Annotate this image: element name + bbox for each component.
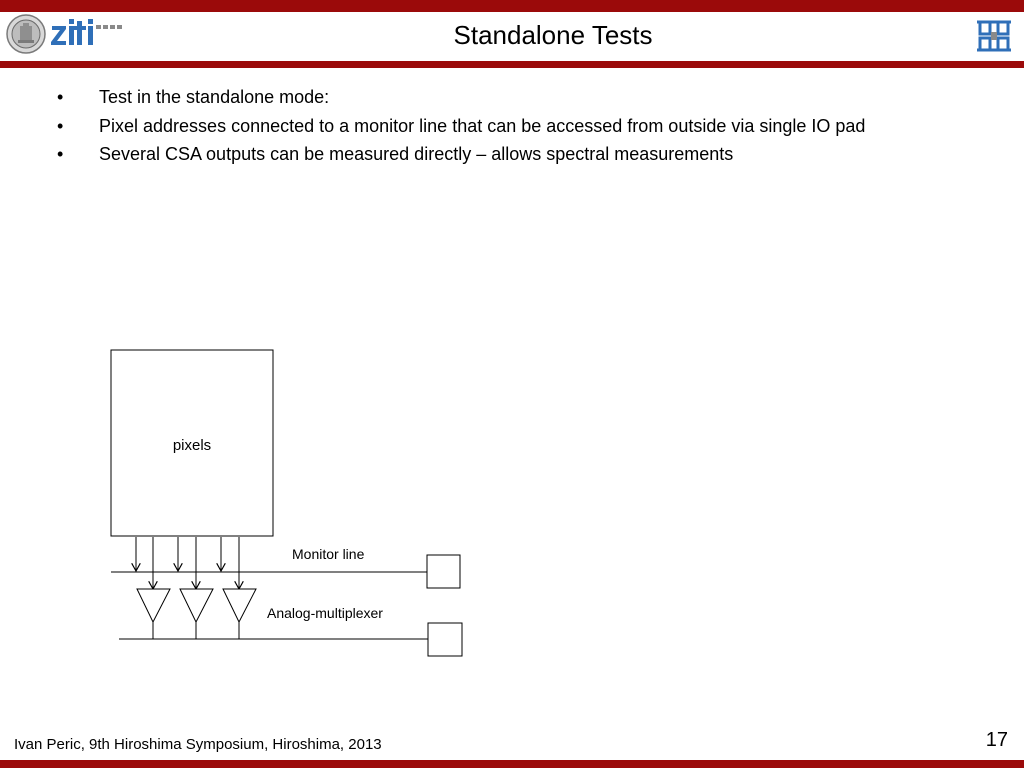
bullet-text: Test in the standalone mode: [99,87,330,107]
bullet-text: Pixel addresses connected to a monitor line that can be accessed from outside via single IO pad [99,115,866,136]
slide-title: Standalone Tests [453,20,653,50]
mux-buffer-triangle [137,589,170,622]
footer-citation: Ivan Peric, 9th Hiroshima Symposium, Hiroshima, 2013 [14,736,382,753]
bullet-text: Several CSA outputs can be measured directly – allows spectral measurements [99,144,734,164]
pixels-label: pixels [172,437,212,454]
monitor-line-label: Monitor line [292,546,365,562]
mux-io-pad [428,623,462,656]
bullet-marker: • [57,115,64,136]
mux-buffer-triangle [223,589,256,622]
bullet-marker: • [57,87,64,107]
analog-mux-label: Analog-multiplexer [267,605,383,621]
monitor-io-pad [427,555,460,588]
page-number: 17 [985,729,1008,751]
bullet-marker: • [57,144,64,164]
mux-buffer-triangle [180,589,213,622]
